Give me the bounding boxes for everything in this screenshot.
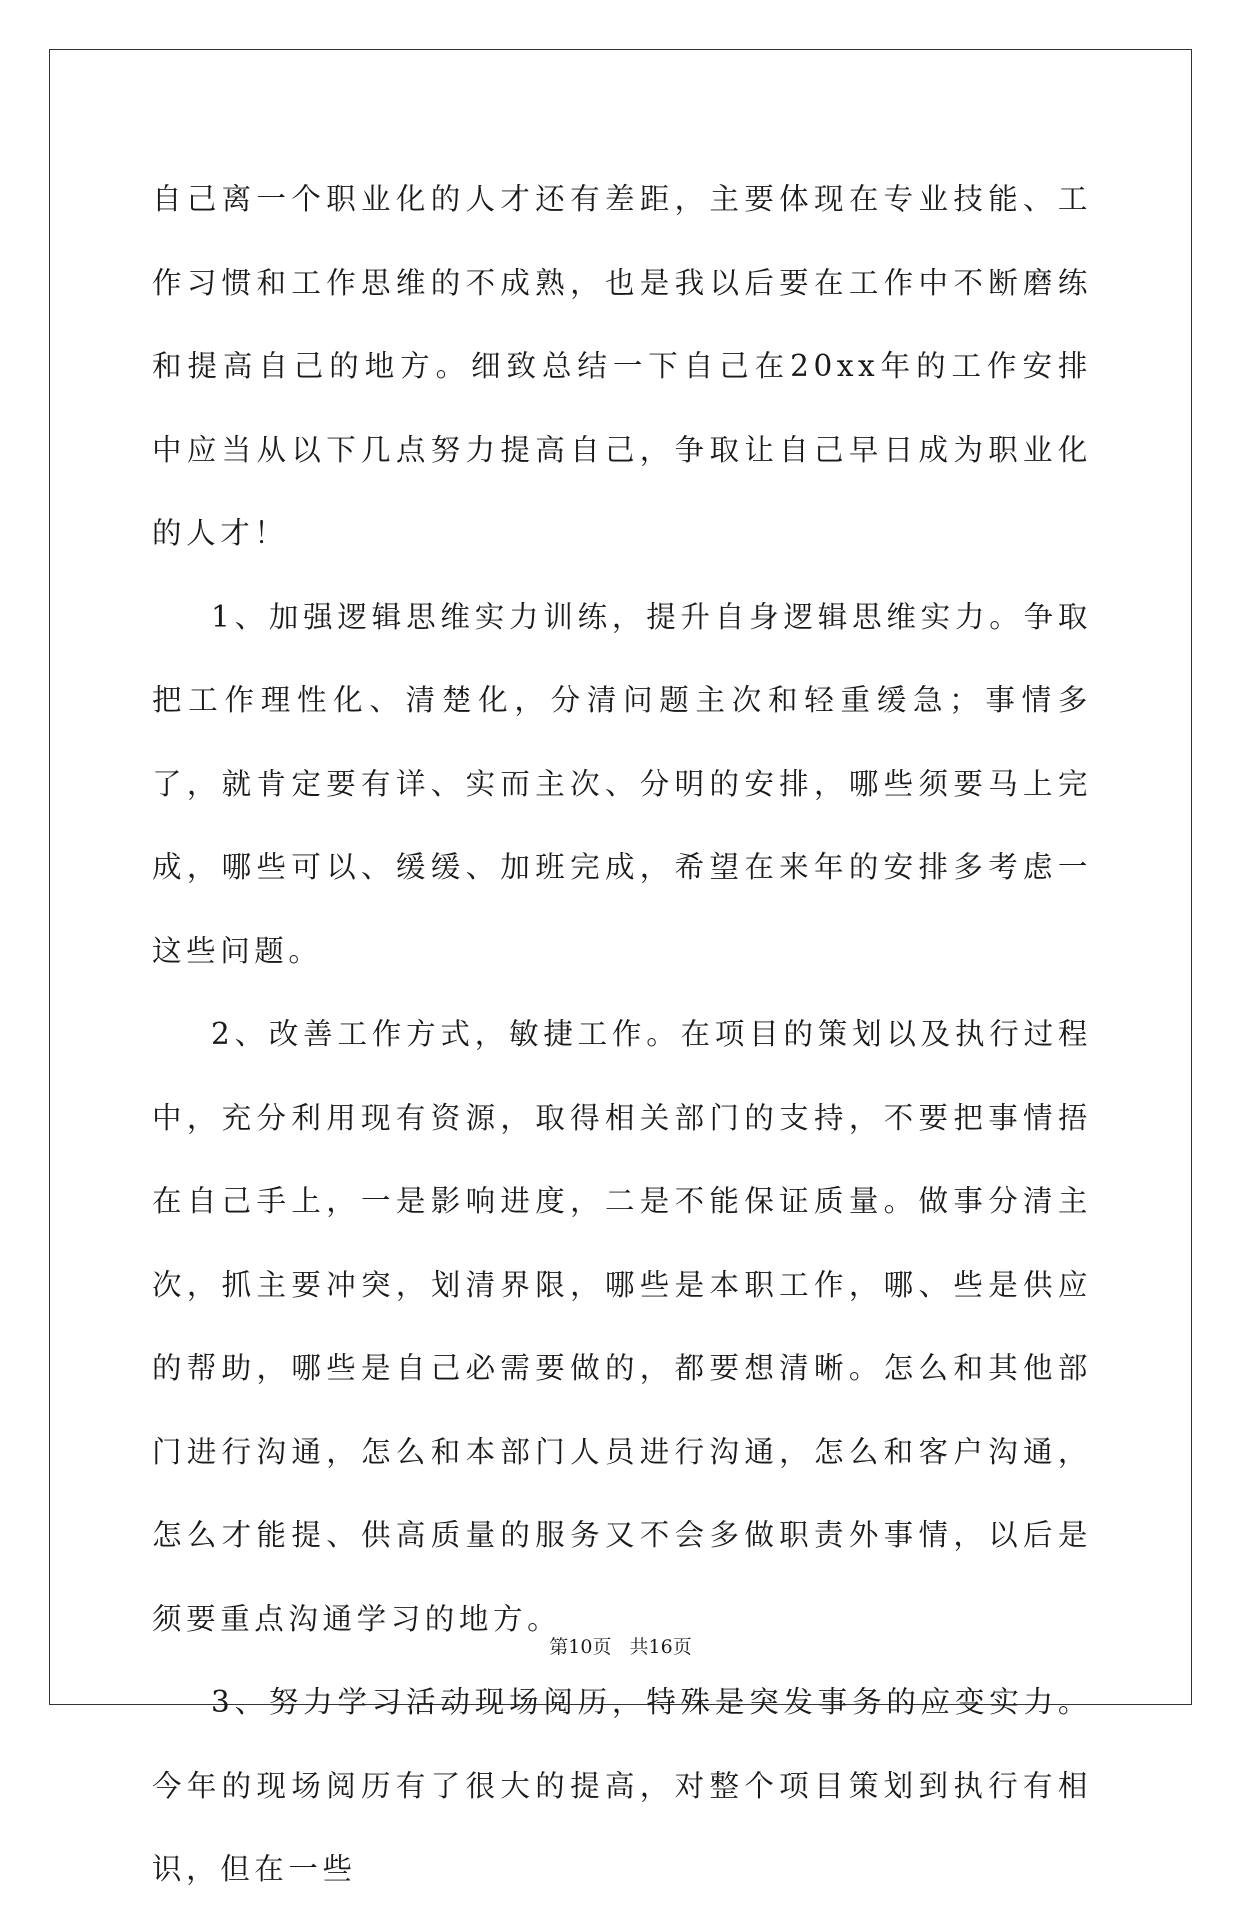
page-number: 第10页 bbox=[549, 1636, 612, 1658]
paragraph-point-1: 1、加强逻辑思维实力训练，提升自身逻辑思维实力。争取把工作理性化、清楚化，分清问题主次和轻重缓急；事情多了，就肯定要有详、实而主次、分明的安排，哪些须要马上完成，哪些可以、缓缓、加班完成，希望在来年的安排多考虑一这些问题。 bbox=[152, 599, 1092, 968]
paragraph-point-3: 3、努力学习活动现场阅历，特殊是突发事务的应变实力。今年的现场阅历有了很大的提高，对整个项目策划到执行有相识，但在一些 bbox=[152, 1685, 1092, 1886]
page-footer bbox=[0, 1632, 1241, 1659]
page-total: 共16页 bbox=[629, 1636, 692, 1658]
paragraph-intro: 自己离一个职业化的人才还有差距，主要体现在专业技能、工作习惯和工作思维的不成熟，也是我以后要在工作中不断磨练和提高自己的地方。细致总结一下自己在20xx年的工作安排中应当从以下几点努力提高自己，争取让自己早日成为职业化的人才！ bbox=[152, 182, 1092, 550]
paragraph-point-2: 2、改善工作方式，敏捷工作。在项目的策划以及执行过程中，充分利用现有资源，取得相关部门的支持，不要把事情捂在自己手上，一是影响进度，二是不能保证质量。做事分清主次，抓主要冲突，划清界限，哪些是本职工作，哪、些是供应的帮助，哪些是自己必需要做的，都要想清晰。怎么和其他部门进行沟通，怎么和本部门人员进行沟通，怎么和客户沟通，怎么才能提、供高质量的服务又不会多做职责外事情，以后是须要重点沟通学习的地方。 bbox=[152, 1017, 1092, 1636]
